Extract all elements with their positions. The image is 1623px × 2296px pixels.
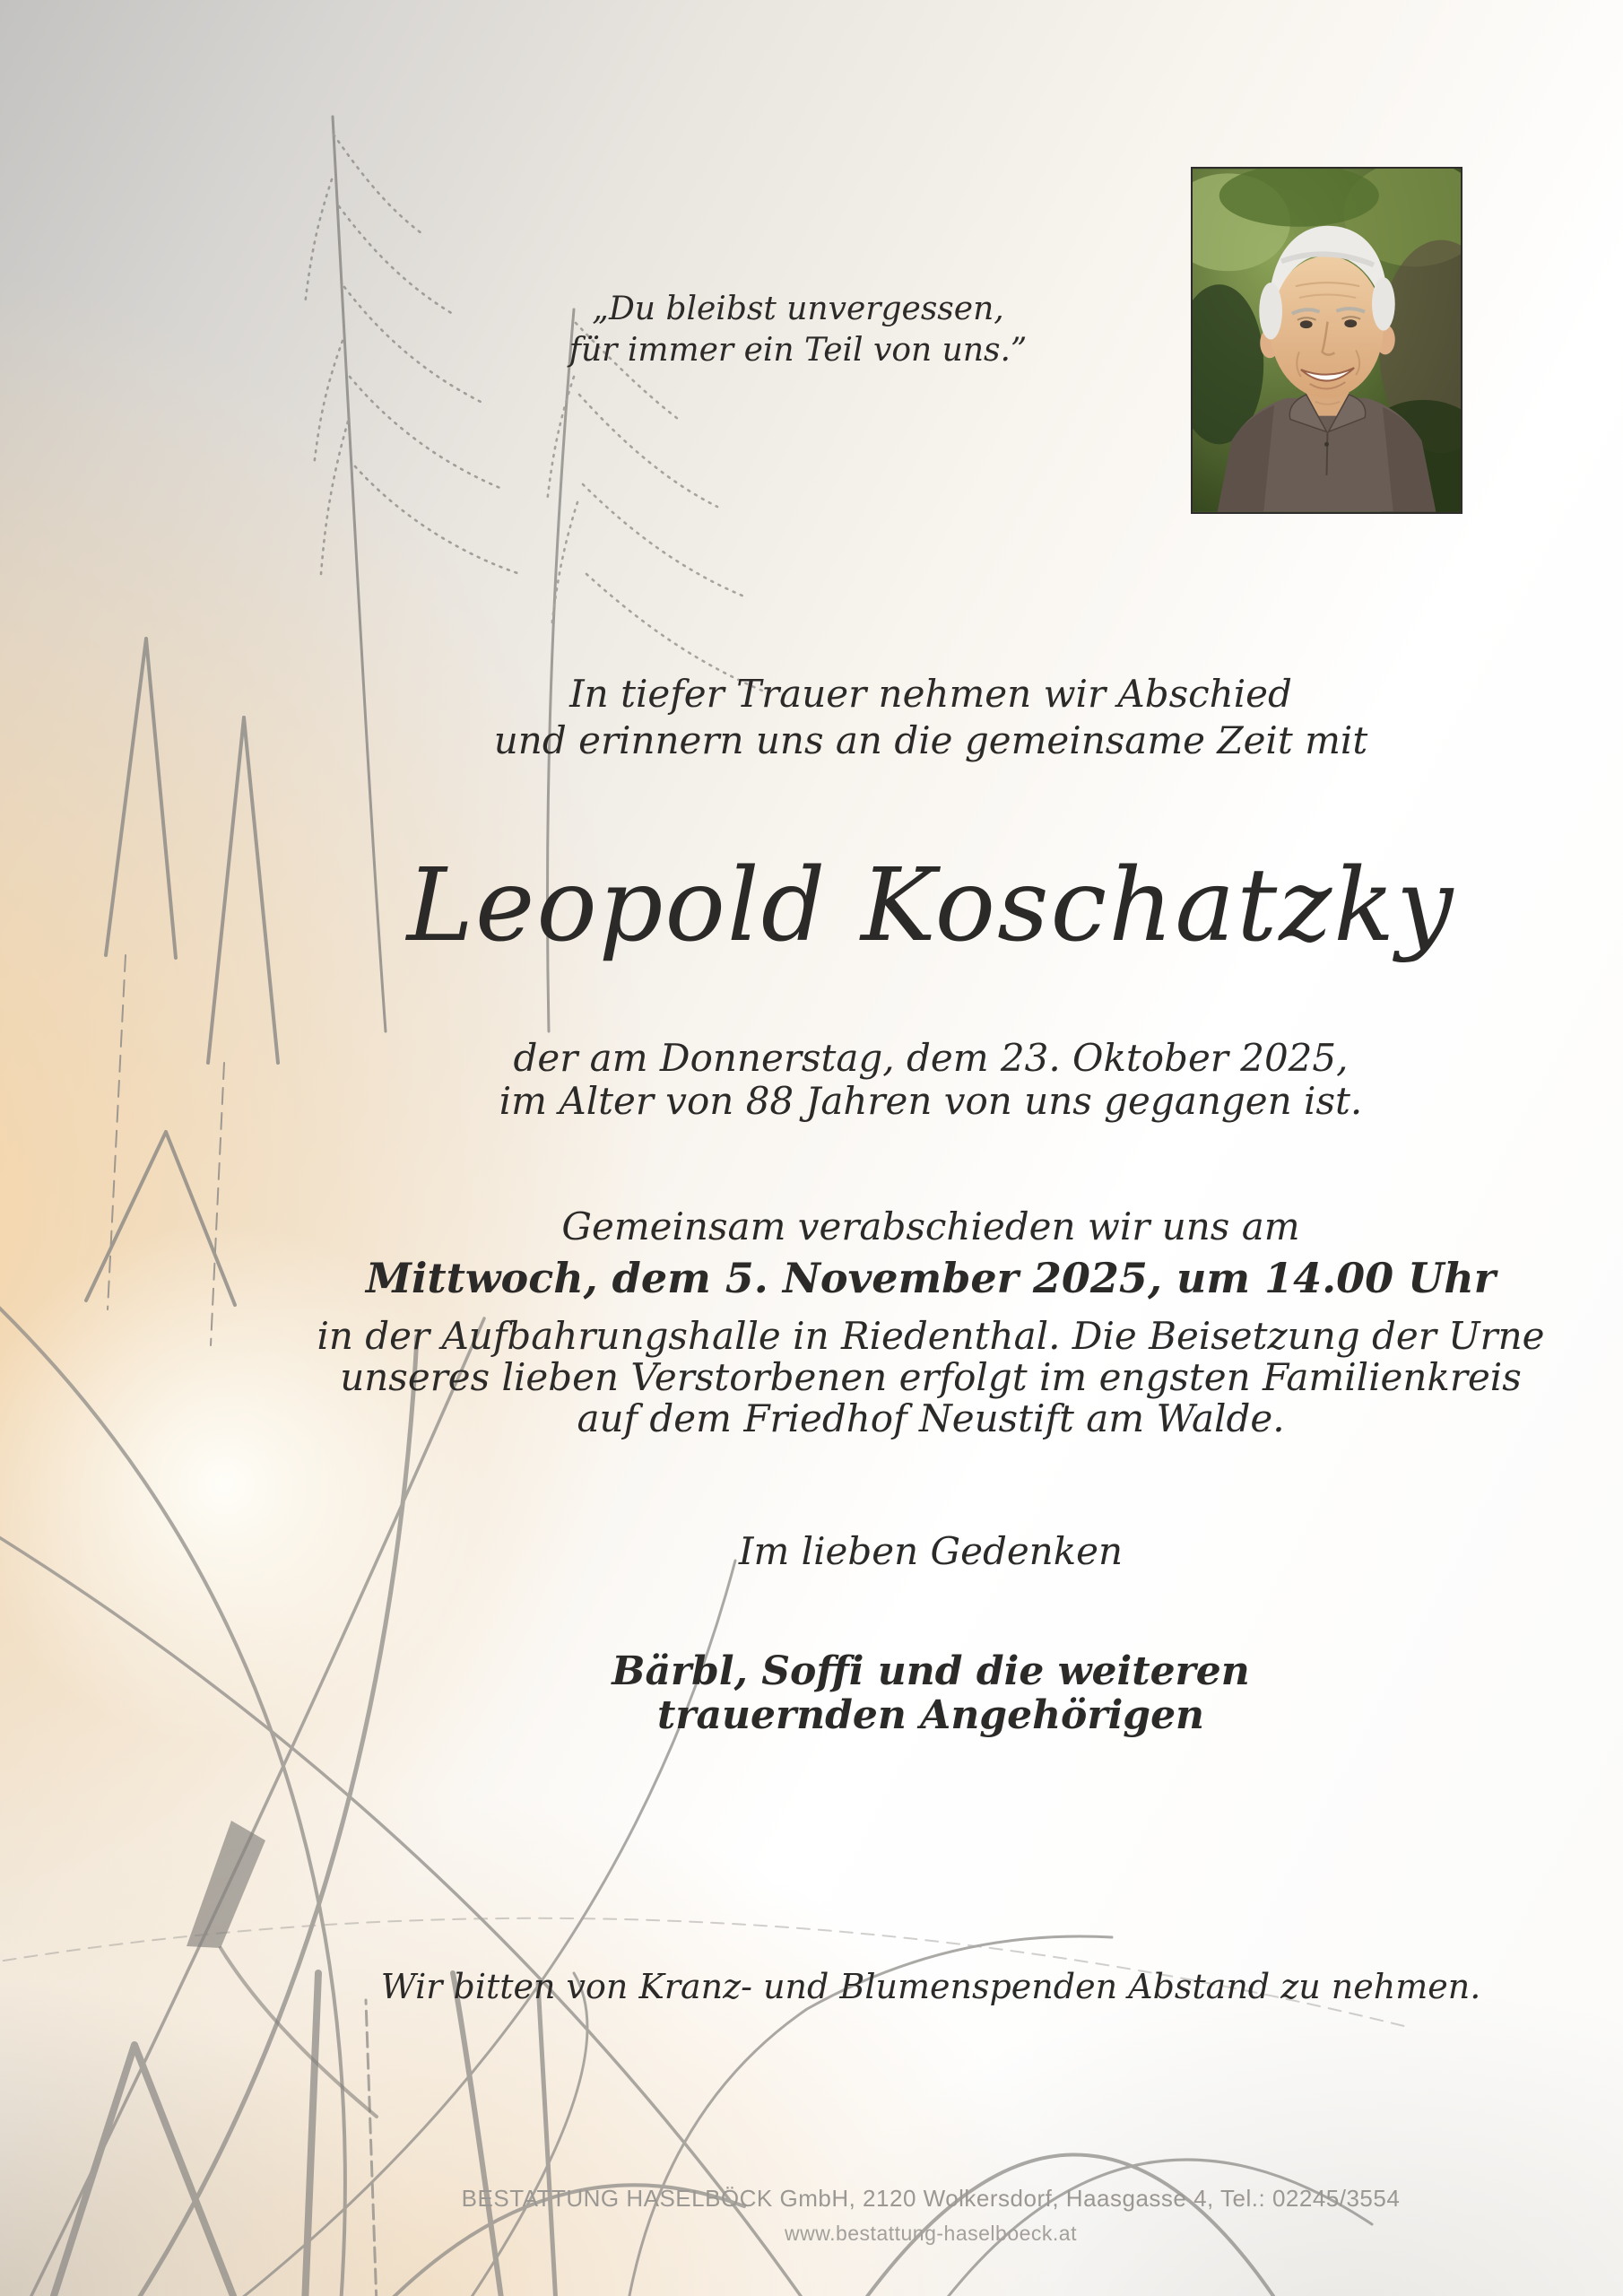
death-info xyxy=(119,1037,1623,1123)
quote-line: „Du bleibst unvergessen, xyxy=(592,291,1004,327)
farewell-details xyxy=(119,1316,1623,1439)
deceased-name: Leopold Koschatzky xyxy=(406,848,1455,964)
death-info-line: der am Donnerstag, dem 23. Oktober 2025, xyxy=(513,1036,1349,1080)
intro-text xyxy=(119,671,1623,764)
intro-line: In tiefer Trauer nehmen wir Abschied xyxy=(569,672,1292,716)
portrait-photo xyxy=(1191,167,1462,514)
quote-line: für immer ein Teil von uns.” xyxy=(568,332,1028,369)
farewell-intro: Gemeinsam verabschieden wir uns am xyxy=(561,1205,1300,1248)
donation-request: Wir bitten von Kranz- und Blumenspenden Abstand zu nehmen. xyxy=(380,1967,1481,2006)
funeral-home-website: www.bestattung-haselboeck.at xyxy=(785,2222,1077,2245)
death-info-line: im Alter von 88 Jahren von uns gegangen ist. xyxy=(499,1079,1363,1123)
farewell-details-line: unseres lieben Verstorbenen erfolgt im engsten Familienkreis xyxy=(340,1355,1522,1399)
remembrance-heading: Im lieben Gedenken xyxy=(738,1529,1124,1573)
farewell-details-line: auf dem Friedhof Neustift am Walde. xyxy=(577,1396,1285,1440)
portrait-photo-image xyxy=(1193,169,1461,512)
mourners-line: Bärbl, Soffi und die weiteren xyxy=(612,1648,1250,1694)
farewell-datetime: Mittwoch, dem 5. November 2025, um 14.00 Uhr xyxy=(366,1254,1496,1302)
intro-line: und erinnern uns an die gemeinsame Zeit mit xyxy=(493,718,1368,762)
bent-leaf xyxy=(187,1821,265,1948)
mourners-line: trauernden Angehörigen xyxy=(656,1692,1205,1738)
farewell-details-line: in der Aufbahrungshalle in Riedenthal. Die Beisetzung der Urne xyxy=(317,1314,1545,1358)
funeral-home-info: BESTATTUNG HASELBÖCK GmbH, 2120 Wolkersdorf, Haasgasse 4, Tel.: 02245/3554 xyxy=(461,2185,1401,2212)
memorial-quote xyxy=(439,289,1157,371)
mourners xyxy=(119,1649,1623,1737)
